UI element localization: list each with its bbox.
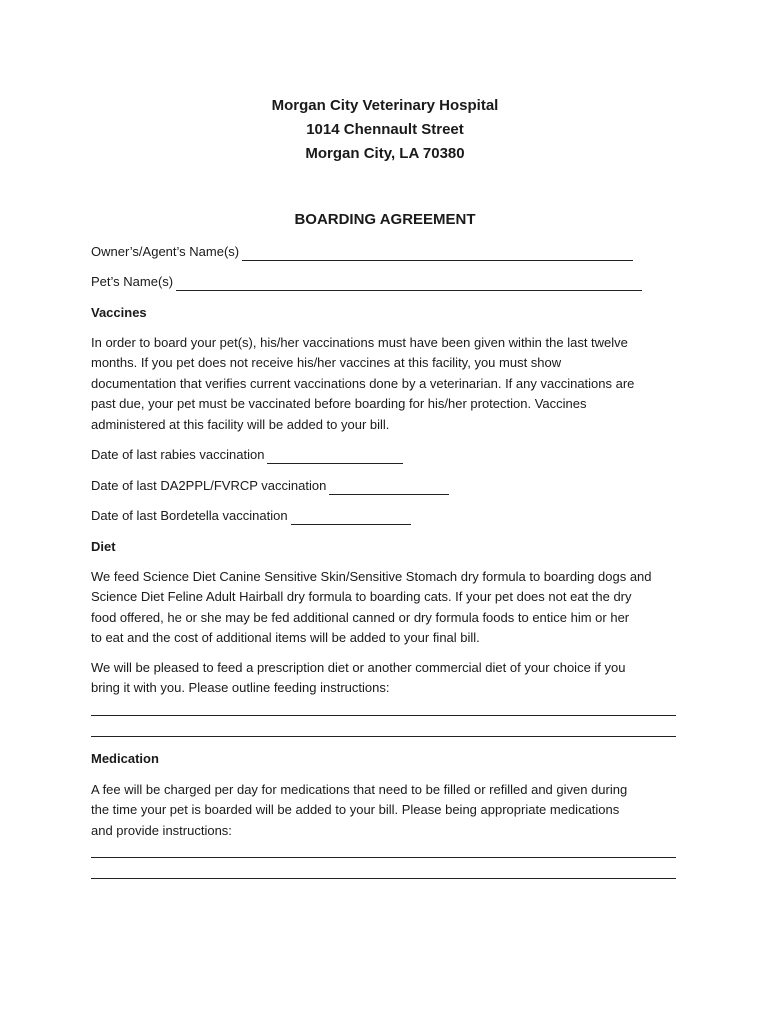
- bordetella-date-label: Date of last Bordetella vaccination: [91, 508, 288, 523]
- pet-name-label: Pet’s Name(s): [91, 274, 174, 289]
- rabies-date-field: [91, 446, 403, 464]
- da2ppl-date-blank[interactable]: [329, 480, 449, 495]
- owner-name-label: Owner’s/Agent’s Name(s): [91, 244, 240, 259]
- hospital-header: [0, 94, 770, 166]
- text-line: We feed Science Diet Canine Sensitive Skin/Sensitive Stomach dry formula to boarding dogs and: [91, 569, 652, 584]
- hospital-name: Morgan City Veterinary Hospital: [271, 97, 499, 114]
- hospital-city: Morgan City, LA 70380: [305, 145, 465, 162]
- medication-heading: Medication: [91, 751, 159, 766]
- owner-name-blank[interactable]: [242, 246, 633, 261]
- text-line: food offered, he or she may be fed additional canned or dry formula foods to entice him or her: [91, 609, 630, 625]
- medication-paragraph: [91, 780, 691, 841]
- text-line: administered at this facility will be added to your bill.: [91, 416, 390, 432]
- text-line: the time your pet is boarded will be added to your bill. Please being appropriate medications: [91, 802, 620, 818]
- da2ppl-date-label: Date of last DA2PPL/FVRCP vaccination: [91, 478, 327, 493]
- text-line: We will be pleased to feed a prescription diet or another commercial diet of your choice if you: [91, 660, 626, 675]
- da2ppl-date-field: [91, 477, 449, 495]
- text-line: In order to board your pet(s), his/her vaccinations must have been given within the last twelve: [91, 335, 628, 350]
- rabies-date-blank[interactable]: [267, 449, 403, 464]
- text-line: to eat and the cost of additional items will be added to your final bill.: [91, 630, 480, 646]
- vaccines-paragraph: [91, 333, 691, 435]
- vaccines-heading: Vaccines: [91, 305, 147, 320]
- text-line: months. If you pet does not receive his/her vaccines at this facility, you must show: [91, 355, 562, 371]
- text-line: past due, your pet must be vaccinated before boarding for his/her protection. Vaccines: [91, 396, 587, 412]
- pet-name-blank[interactable]: [176, 276, 642, 291]
- diet-heading: Diet: [91, 539, 116, 554]
- owner-name-field: [91, 243, 633, 261]
- text-line: bring it with you. Please outline feeding instructions:: [91, 680, 390, 696]
- hospital-street: 1014 Chennault Street: [306, 121, 464, 138]
- text-line: Science Diet Feline Adult Hairball dry formula to boarding cats. If your pet does not eat the dry: [91, 589, 632, 605]
- diet-instructions-paragraph: [91, 658, 691, 699]
- feeding-instructions-line[interactable]: [91, 715, 676, 716]
- bordetella-date-field: [91, 507, 411, 525]
- document-title: BOARDING AGREEMENT: [294, 211, 476, 228]
- rabies-date-label: Date of last rabies vaccination: [91, 447, 265, 462]
- text-line: and provide instructions:: [91, 822, 232, 838]
- medication-instructions-line[interactable]: [91, 878, 676, 879]
- bordetella-date-blank[interactable]: [291, 510, 411, 525]
- text-line: documentation that verifies current vaccinations done by a veterinarian. If any vaccinations are: [91, 375, 635, 391]
- medication-instructions-line[interactable]: [91, 857, 676, 858]
- feeding-instructions-line[interactable]: [91, 736, 676, 737]
- text-line: A fee will be charged per day for medications that need to be filled or refilled and given during: [91, 782, 628, 797]
- pet-name-field: [91, 273, 642, 291]
- diet-paragraph: [91, 567, 691, 649]
